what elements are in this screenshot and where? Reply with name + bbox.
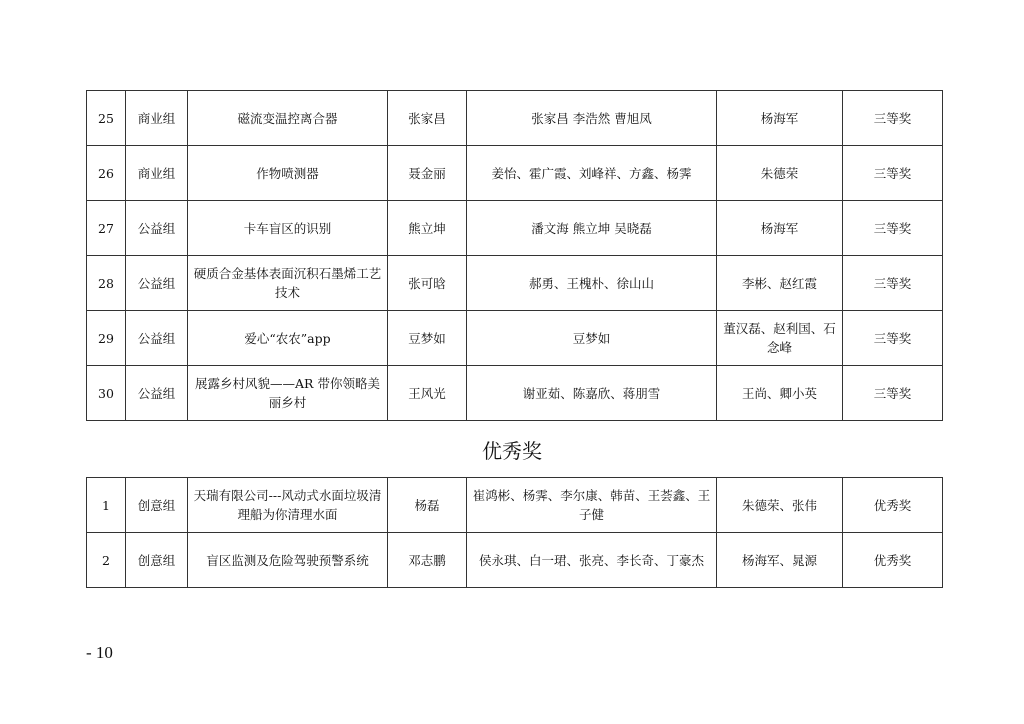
leader-cell: 熊立坤 bbox=[388, 201, 467, 256]
award-cell: 三等奖 bbox=[843, 366, 943, 421]
group-cell: 商业组 bbox=[126, 91, 188, 146]
table-row bbox=[87, 478, 943, 533]
table-row bbox=[87, 311, 943, 366]
row-number-cell: 25 bbox=[87, 91, 126, 146]
project-name-cell: 作物喷测器 bbox=[188, 146, 388, 201]
group-cell: 商业组 bbox=[126, 146, 188, 201]
advisors-cell: 王尚、卿小英 bbox=[717, 366, 843, 421]
table-row bbox=[87, 201, 943, 256]
advisors-cell: 董汉磊、赵利国、石念峰 bbox=[717, 311, 843, 366]
award-cell: 优秀奖 bbox=[843, 533, 943, 588]
advisors-cell: 李彬、赵红霞 bbox=[717, 256, 843, 311]
row-number-cell: 27 bbox=[87, 201, 126, 256]
leader-cell: 王风光 bbox=[388, 366, 467, 421]
project-name-cell: 盲区监测及危险驾驶预警系统 bbox=[188, 533, 388, 588]
members-cell: 侯永琪、白一珺、张亮、李长奇、丁豪杰 bbox=[467, 533, 717, 588]
members-cell: 谢亚茹、陈嘉欣、蒋朋雪 bbox=[467, 366, 717, 421]
table-row bbox=[87, 533, 943, 588]
award-cell: 三等奖 bbox=[843, 201, 943, 256]
award-cell: 三等奖 bbox=[843, 256, 943, 311]
table-row bbox=[87, 366, 943, 421]
leader-cell: 杨磊 bbox=[388, 478, 467, 533]
excellent-award-table bbox=[86, 477, 943, 588]
row-number-cell: 28 bbox=[87, 256, 126, 311]
row-number-cell: 1 bbox=[87, 478, 126, 533]
group-cell: 公益组 bbox=[126, 311, 188, 366]
advisors-cell: 杨海军 bbox=[717, 91, 843, 146]
members-cell: 潘文海 熊立坤 吴晓磊 bbox=[467, 201, 717, 256]
table-row bbox=[87, 256, 943, 311]
members-cell: 豆梦如 bbox=[467, 311, 717, 366]
group-cell: 公益组 bbox=[126, 366, 188, 421]
members-cell: 郝勇、王槐朴、徐山山 bbox=[467, 256, 717, 311]
project-name-cell: 天瑞有限公司---风动式水面垃圾清理船为你清理水面 bbox=[188, 478, 388, 533]
members-cell: 姜怡、霍广霞、刘峰祥、方鑫、杨霁 bbox=[467, 146, 717, 201]
group-cell: 创意组 bbox=[126, 478, 188, 533]
group-cell: 创意组 bbox=[126, 533, 188, 588]
award-cell: 优秀奖 bbox=[843, 478, 943, 533]
advisors-cell: 朱德荣、张伟 bbox=[717, 478, 843, 533]
section-title-excellent-award: 优秀奖 bbox=[482, 439, 542, 463]
leader-cell: 豆梦如 bbox=[388, 311, 467, 366]
advisors-cell: 杨海军、晁源 bbox=[717, 533, 843, 588]
project-name-cell: 磁流变温控离合器 bbox=[188, 91, 388, 146]
row-number-cell: 29 bbox=[87, 311, 126, 366]
row-number-cell: 2 bbox=[87, 533, 126, 588]
table-row bbox=[87, 146, 943, 201]
leader-cell: 张可晗 bbox=[388, 256, 467, 311]
project-name-cell: 卡车盲区的识别 bbox=[188, 201, 388, 256]
advisors-cell: 朱德荣 bbox=[717, 146, 843, 201]
project-name-cell: 硬质合金基体表面沉积石墨烯工艺技术 bbox=[188, 256, 388, 311]
leader-cell: 邓志鹏 bbox=[388, 533, 467, 588]
award-cell: 三等奖 bbox=[843, 146, 943, 201]
advisors-cell: 杨海军 bbox=[717, 201, 843, 256]
row-number-cell: 30 bbox=[87, 366, 126, 421]
award-cell: 三等奖 bbox=[843, 311, 943, 366]
members-cell: 张家昌 李浩然 曹旭凤 bbox=[467, 91, 717, 146]
table-row bbox=[87, 91, 943, 146]
award-cell: 三等奖 bbox=[843, 91, 943, 146]
group-cell: 公益组 bbox=[126, 201, 188, 256]
project-name-cell: 爱心“农农”app bbox=[188, 311, 388, 366]
page-number: - 10 bbox=[86, 643, 113, 662]
project-name-cell: 展露乡村风貌——AR 带你领略美丽乡村 bbox=[188, 366, 388, 421]
members-cell: 崔鸿彬、杨霁、李尔康、韩苗、王荟鑫、王子健 bbox=[467, 478, 717, 533]
awards-table bbox=[86, 90, 943, 421]
leader-cell: 张家昌 bbox=[388, 91, 467, 146]
leader-cell: 聂金丽 bbox=[388, 146, 467, 201]
group-cell: 公益组 bbox=[126, 256, 188, 311]
row-number-cell: 26 bbox=[87, 146, 126, 201]
